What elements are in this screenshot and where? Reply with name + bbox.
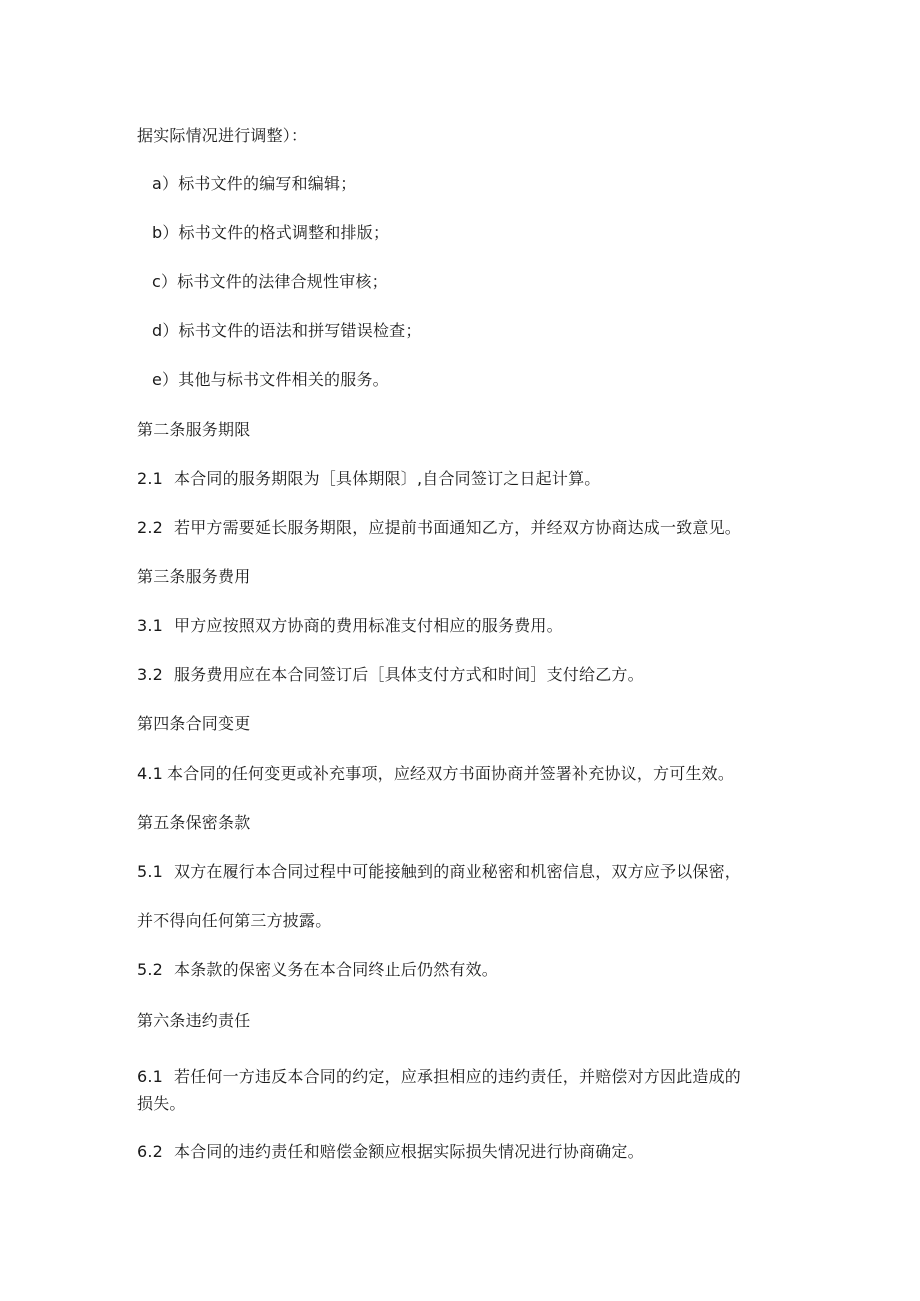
clause-number: 5.2	[137, 960, 164, 979]
clause-number: 4.1	[137, 764, 164, 783]
clause-5-2	[137, 959, 797, 981]
clause-number: 2.2	[137, 518, 164, 537]
clause-5-1-continuation: 并不得向任何第三方披露。	[137, 911, 332, 930]
clause-2-2	[137, 517, 797, 539]
clause-number: 6.2	[137, 1142, 164, 1161]
article-5-heading: 第五条保密条款	[137, 813, 251, 832]
service-item-b: b）标书文件的格式调整和排版；	[152, 223, 390, 242]
clause-number: 3.2	[137, 665, 164, 684]
clause-3-2	[137, 664, 797, 686]
clause-text: 若甲方需要延长服务期限，应提前书面通知乙方，并经双方协商达成一致意见。	[174, 518, 742, 537]
clause-2-1	[137, 468, 797, 490]
clause-number: 6.1	[137, 1067, 164, 1086]
clause-5-1	[137, 861, 797, 883]
clause-text: 本条款的保密义务在本合同终止后仍然有效。	[174, 960, 499, 979]
clause-text: 本合同的任何变更或补充事项，应经双方书面协商并签署补充协议，方可生效。	[167, 764, 735, 783]
article-3-heading: 第三条服务费用	[137, 567, 251, 586]
clause-number: 5.1	[137, 862, 164, 881]
clause-text: 服务费用应在本合同签订后［具体支付方式和时间］支付给乙方。	[174, 665, 644, 684]
clause-4-1	[137, 763, 797, 785]
clause-6-2	[137, 1141, 797, 1163]
article-4-heading: 第四条合同变更	[137, 714, 251, 733]
clause-text: 本合同的违约责任和赔偿金额应根据实际损失情况进行协商确定。	[174, 1142, 644, 1161]
clause-text: 甲方应按照双方协商的费用标准支付相应的服务费用。	[174, 616, 563, 635]
service-item-e: e）其他与标书文件相关的服务。	[152, 370, 389, 389]
clause-3-1	[137, 615, 797, 637]
clause-number: 3.1	[137, 616, 164, 635]
clause-6-1-continuation: 损失。	[137, 1094, 186, 1113]
service-item-a: a）标书文件的编写和编辑；	[152, 174, 357, 193]
article-6-heading: 第六条违约责任	[137, 1011, 251, 1030]
clause-text: 若任何一方违反本合同的约定，应承担相应的违约责任，并赔偿对方因此造成的	[174, 1067, 742, 1086]
intro-continuation: 据实际情况进行调整）：	[137, 126, 308, 145]
clause-text: 本合同的服务期限为［具体期限〕,自合同签订之日起计算。	[174, 469, 601, 488]
article-2-heading: 第二条服务期限	[137, 420, 251, 439]
service-item-d: d）标书文件的语法和拼写错误检查；	[152, 321, 422, 340]
clause-text: 双方在履行本合同过程中可能接触到的商业秘密和机密信息，双方应予以保密，	[174, 862, 742, 881]
clause-6-1	[137, 1066, 797, 1088]
clause-number: 2.1	[137, 469, 164, 488]
service-item-c: c）标书文件的法律合规性审核；	[152, 272, 388, 291]
